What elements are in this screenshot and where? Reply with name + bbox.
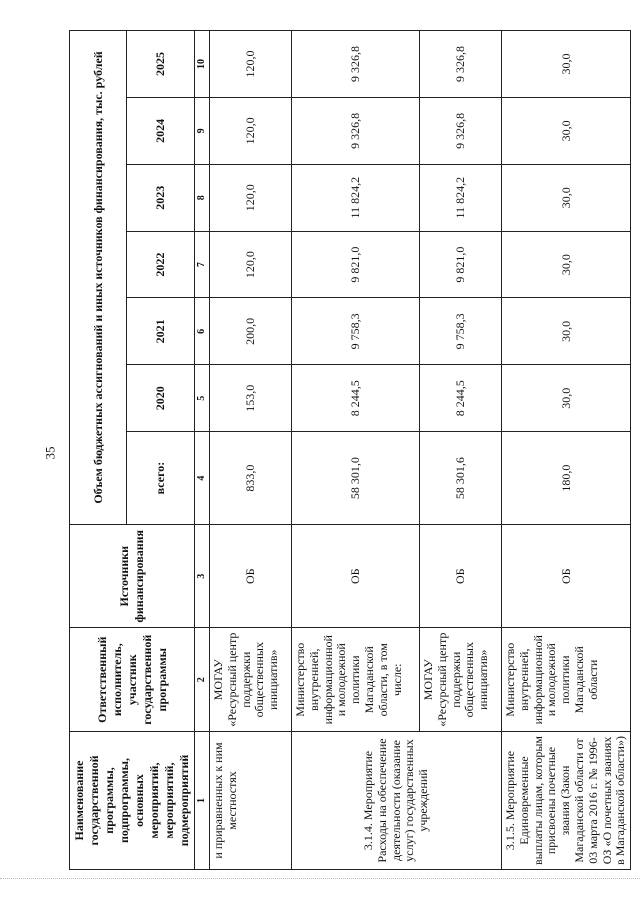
row-value: 9 758,3	[292, 298, 420, 365]
row-value: 8 244,5	[292, 365, 420, 432]
column-number: 1	[195, 731, 210, 869]
row-value: 120,0	[210, 164, 292, 231]
rotated-table-container	[69, 30, 628, 870]
row-value: 30,0	[502, 365, 631, 432]
row-value: 9 758,3	[420, 298, 502, 365]
row-source: ОБ	[420, 524, 502, 628]
column-number: 3	[195, 524, 210, 628]
row-value: 30,0	[502, 298, 631, 365]
row-value: 30,0	[502, 164, 631, 231]
header-year: 2022	[127, 231, 195, 298]
row-value: 200,0	[210, 298, 292, 365]
row-executor: МОГАУ «Ресурсный центр поддержки общественных инициатив»	[420, 628, 502, 732]
table-row	[210, 31, 292, 870]
row-source: ОБ	[502, 524, 631, 628]
table-row	[292, 31, 420, 870]
header-col3: Источники финансирования	[70, 524, 195, 628]
column-number: 8	[195, 164, 210, 231]
row-source: ОБ	[210, 524, 292, 628]
column-number: 4	[195, 432, 210, 525]
row-value: 9 326,8	[420, 31, 502, 98]
header-year: 2025	[127, 31, 195, 98]
row-value: 120,0	[210, 97, 292, 164]
column-number: 7	[195, 231, 210, 298]
header-year: 2023	[127, 164, 195, 231]
row-value: 11 824,2	[420, 164, 502, 231]
row-value: 30,0	[502, 31, 631, 98]
row-executor: МОГАУ «Ресурсный центр поддержки общественных инициатив»	[210, 628, 292, 732]
row-value: 58 301,6	[420, 432, 502, 525]
row-value: 9 821,0	[420, 231, 502, 298]
column-number-row	[195, 31, 210, 870]
row-value: 8 244,5	[420, 365, 502, 432]
header-col1: Наименование государственной программы, подпрограммы, основных мероприятий, мероприятий, подмероприятий	[70, 731, 195, 869]
row-value: 9 326,8	[292, 31, 420, 98]
financing-table	[69, 30, 631, 870]
header-col2: Ответственный исполнитель, участник государственной программы	[70, 628, 195, 732]
row-value: 153,0	[210, 365, 292, 432]
row-value: 120,0	[210, 231, 292, 298]
header-group: Объем бюджетных ассигнований и иных источников финансирования, тыс. рублей	[70, 31, 127, 525]
header-year-total: всего:	[127, 432, 195, 525]
table-row	[502, 31, 631, 870]
row-source: ОБ	[292, 524, 420, 628]
page-number: 35	[42, 446, 58, 460]
column-number: 9	[195, 97, 210, 164]
row-value: 58 301,0	[292, 432, 420, 525]
row-executor: Министерство внутренней, информационной и молодежной политики Магаданской области, в том числе:	[292, 628, 420, 732]
row-value: 9 326,8	[420, 97, 502, 164]
column-number: 5	[195, 365, 210, 432]
row-name: 3.1.4. Мероприятие Расходы на обеспечение деятельности (оказание услуг) государственных учреждений	[292, 731, 502, 869]
scan-edge-divider	[0, 878, 640, 880]
row-name: 3.1.5. Мероприятие Единовременные выплаты лицам, которым присвоены почетные звания (Закон Магаданской области от 03 марта 2016 г. № 1996-ОЗ «О почетных званиях в Магаданской области»)	[502, 731, 631, 869]
row-name: и приравненных к ним местностях	[210, 731, 292, 869]
row-value: 30,0	[502, 231, 631, 298]
row-value: 9 821,0	[292, 231, 420, 298]
column-number: 10	[195, 31, 210, 98]
header-year: 2021	[127, 298, 195, 365]
row-value: 180,0	[502, 432, 631, 525]
row-executor: Министерство внутренней, информационной и молодежной политики Магаданской области	[502, 628, 631, 732]
header-year: 2024	[127, 97, 195, 164]
header-year: 2020	[127, 365, 195, 432]
row-value: 120,0	[210, 31, 292, 98]
row-value: 833,0	[210, 432, 292, 525]
header-row-group	[70, 31, 127, 870]
row-value: 30,0	[502, 97, 631, 164]
column-number: 2	[195, 628, 210, 732]
row-value: 11 824,2	[292, 164, 420, 231]
column-number: 6	[195, 298, 210, 365]
row-value: 9 326,8	[292, 97, 420, 164]
